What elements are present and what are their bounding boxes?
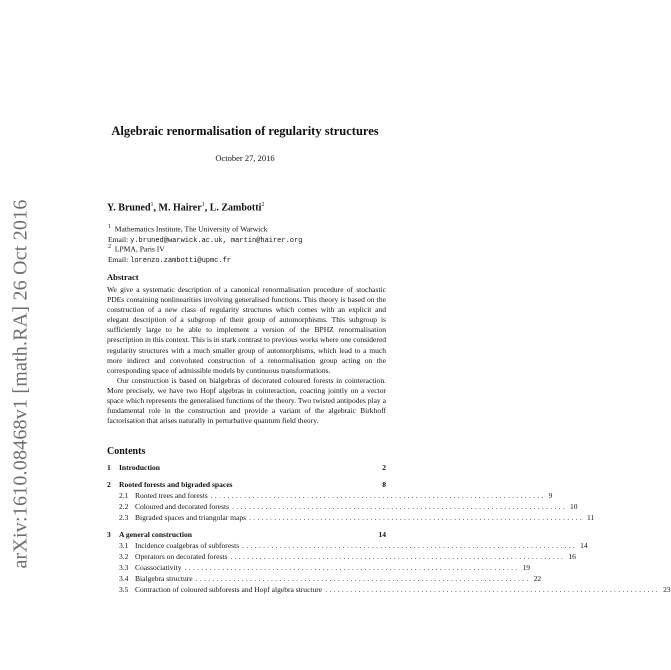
- author-name: Y. Bruned: [107, 202, 151, 214]
- author-separator: ,: [153, 202, 159, 214]
- toc-number: 3.2: [119, 552, 129, 561]
- toc-number: 2: [107, 480, 111, 489]
- email-label: Email:: [108, 234, 131, 244]
- toc-subsection[interactable]: [107, 562, 531, 573]
- toc-number: 2.3: [119, 513, 129, 522]
- toc-title: Coassociativity: [135, 563, 182, 572]
- toc-page: 23: [663, 585, 671, 594]
- toc-number: 2.2: [119, 502, 129, 511]
- toc-leader-dots: ................................................................................: [249, 513, 585, 522]
- email-address[interactable]: y.bruned@warwick.ac.uk, martin@hairer.org: [130, 236, 303, 245]
- toc-page: 11: [587, 513, 595, 522]
- table-of-contents: [107, 462, 671, 595]
- abstract-paragraph: We give a systematic description of a canonical renormalisation procedure of stochastic PDEs containing nonlinearities involving generalised functions. This theory is based on the construction of a new class of regularity structures which comes with an explicit and elegant description of a subgroup of their group of automorphisms. This subgroup is sufficiently large to be able to implement a version of the BPHZ renormalisation prescription in this context. This is in stark contrast to previous works where one considered regularity structures with a much smaller group of automorphisms, which lead to a much more indirect and convoluted construction of a renormalisation group acting on the corresponding space of admissible models by continuous transformations.: [107, 285, 386, 375]
- toc-title: Bigraded spaces and triangular maps: [135, 513, 247, 522]
- toc-title: Operators on decorated forests: [135, 552, 228, 561]
- toc-leader-dots: ................................................................................: [325, 585, 661, 594]
- toc-page: 16: [568, 552, 576, 561]
- affiliation-2: [108, 242, 231, 266]
- toc-leader-dots: ................................................................................: [210, 491, 546, 500]
- toc-subsection[interactable]: [107, 501, 578, 512]
- abstract-heading: Abstract: [107, 272, 139, 282]
- author-name: M. Hairer: [158, 202, 202, 214]
- affiliation-mark: 2: [108, 244, 111, 250]
- paper-title: Algebraic renormalisation of regularity structures: [111, 124, 379, 138]
- toc-title: Rooted trees and forests: [135, 491, 208, 500]
- toc-subsection[interactable]: [107, 584, 671, 595]
- toc-page: 14: [378, 530, 386, 539]
- toc-subsection[interactable]: [107, 551, 576, 562]
- toc-page: 8: [382, 480, 386, 489]
- toc-subsection[interactable]: [107, 512, 595, 523]
- toc-leader-dots: ................................................................................: [184, 563, 520, 572]
- toc-number: 3.5: [119, 585, 129, 594]
- toc-number: 3: [107, 530, 111, 539]
- toc-page: 14: [580, 541, 588, 550]
- arxiv-sidebar: [6, 0, 36, 670]
- toc-page: 9: [548, 491, 553, 500]
- abstract-paragraph: Our construction is based on bialgebras of decorated coloured forests in cointeraction. More precisely, we have two Hopf algebras in cointeraction, coacting jointly on a vector space which represents the generalised functions of the theory. Two twisted antipodes play a fundamental role in the construction and provide a variant of the algebraic Birkhoff factorisation that arises naturally in perturbative quantum field theory.: [107, 375, 386, 426]
- toc-leader-dots: ................................................................................: [195, 574, 531, 583]
- toc-number: 3.1: [119, 541, 129, 550]
- author-affiliation-mark: 2: [261, 202, 265, 208]
- toc-number: 3.3: [119, 563, 129, 572]
- contents-heading: Contents: [107, 446, 146, 457]
- toc-section-general-construction[interactable]: [107, 529, 386, 540]
- arxiv-identifier: arXiv:1610.08468v1 [math.RA] 26 Oct 2016: [9, 199, 32, 569]
- author-affiliation-mark: 1: [201, 202, 205, 208]
- email-address[interactable]: lorenzo.zambotti@upmc.fr: [130, 256, 231, 265]
- toc-number: 3.4: [119, 574, 129, 583]
- toc-title: Coloured and decorated forests: [135, 502, 230, 511]
- abstract-body: [107, 285, 386, 426]
- toc-title: Contraction of coloured subforests and Hopf algebra structure: [135, 585, 323, 594]
- toc-number: 2.1: [119, 491, 129, 500]
- toc-section-introduction[interactable]: [107, 462, 386, 473]
- email-label: Email:: [108, 254, 131, 264]
- toc-subsection[interactable]: [107, 540, 588, 551]
- author-list: [107, 202, 264, 213]
- toc-number: 1: [107, 463, 111, 472]
- toc-subsection[interactable]: [107, 573, 542, 584]
- toc-page: 19: [522, 563, 531, 572]
- toc-leader-dots: ................................................................................: [242, 541, 578, 550]
- author-separator: ,: [204, 202, 210, 214]
- toc-subsection[interactable]: [107, 490, 553, 501]
- toc-title: Introduction: [119, 463, 160, 472]
- toc-page: 2: [382, 463, 386, 472]
- toc-title: A general construction: [119, 530, 192, 539]
- toc-page: 10: [570, 502, 578, 511]
- toc-title: Rooted forests and bigraded spaces: [119, 480, 233, 489]
- toc-leader-dots: ................................................................................: [232, 502, 568, 511]
- author-name: L. Zambotti: [209, 202, 262, 214]
- toc-page: 22: [533, 574, 542, 583]
- toc-leader-dots: ................................................................................: [230, 552, 566, 561]
- affiliation-name: LPMA, Paris IV: [114, 244, 165, 254]
- toc-title: Incidence coalgebras of subforests: [135, 541, 240, 550]
- author-affiliation-mark: 1: [150, 202, 154, 208]
- toc-section-rooted-forests[interactable]: [107, 479, 386, 490]
- affiliation-name: Mathematics Institute, The University of Warwick: [114, 224, 268, 234]
- toc-title: Bialgebra structure: [135, 574, 193, 583]
- paper-date: October 27, 2016: [215, 153, 275, 163]
- affiliation-mark: 1: [108, 224, 111, 230]
